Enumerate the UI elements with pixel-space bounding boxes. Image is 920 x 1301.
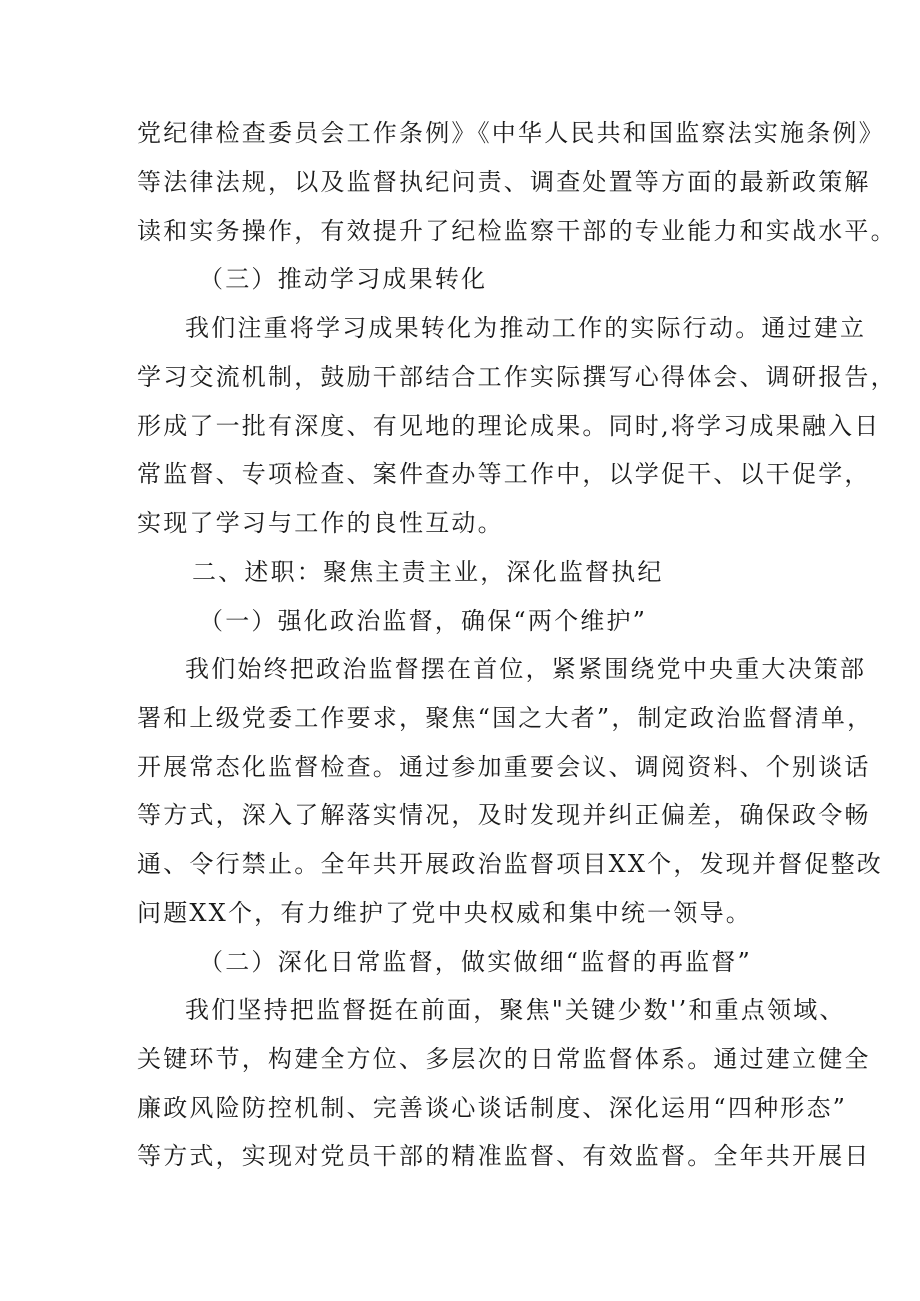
paragraph-line: 实现了学习与工作的良性互动。 (137, 509, 504, 537)
paragraph-line: 我们始终把政治监督摆在首位，紧紧围绕党中央重大决策部 (185, 655, 867, 683)
paragraph-line: 等法律法规，以及监督执纪问责、调查处置等方面的最新政策解 (137, 168, 871, 196)
paragraph-line: 党纪律检查委员会工作条例》《中华人民共和国监察法实施条例》 (137, 119, 885, 147)
paragraph-line: 常监督、专项检查、案件查办等工作中，以学促干、以干促学， (137, 460, 871, 488)
paragraph-line: 关键环节，构建全方位、多层次的日常监督体系。通过建立健全 (137, 1045, 871, 1073)
paragraph-line: 我们坚持把监督挺在前面，聚焦"关键少数'’和重点领域、 (185, 996, 846, 1024)
chapter-heading: 二、述职：聚焦主责主业，深化监督执纪 (192, 558, 664, 586)
paragraph-line: 等方式，实现对党员干部的精准监督、有效监督。全年共开展日 (137, 1142, 871, 1170)
paragraph-line: 署和上级党委工作要求，聚焦“国之大者”，制定政治监督清单， (137, 704, 874, 732)
section-heading: （一）强化政治监督，确保“两个维护” (199, 607, 648, 635)
paragraph-line: 廉政风险防控机制、完善谈心谈话制度、深化运用“四种形态” (137, 1094, 848, 1122)
section-heading: （二）深化日常监督，做实做细“监督的再监督” (199, 948, 752, 976)
paragraph-line: 问题XX个，有力维护了党中央权威和集中统一领导。 (137, 899, 752, 927)
paragraph-line: 开展常态化监督检查。通过参加重要会议、调阅资料、个别谈话 (137, 753, 871, 781)
paragraph-line: 形成了一批有深度、有见地的理论成果。同时,将学习成果融入日 (137, 412, 881, 440)
section-heading: （三）推动学习成果转化 (199, 265, 488, 293)
paragraph-line: 读和实务操作，有效提升了纪检监察干部的专业能力和实战水平。 (137, 217, 897, 245)
paragraph-line: 通、令行禁止。全年共开展政治监督项目XX个，发现并督促整改 (137, 850, 883, 878)
paragraph-line: 等方式，深入了解落实情况，及时发现并纠正偏差，确保政令畅 (137, 801, 871, 829)
paragraph-line: 学习交流机制，鼓励干部结合工作实际撰写心得体会、调研报告， (137, 363, 897, 391)
paragraph-line: 我们注重将学习成果转化为推动工作的实际行动。通过建立 (185, 314, 867, 342)
